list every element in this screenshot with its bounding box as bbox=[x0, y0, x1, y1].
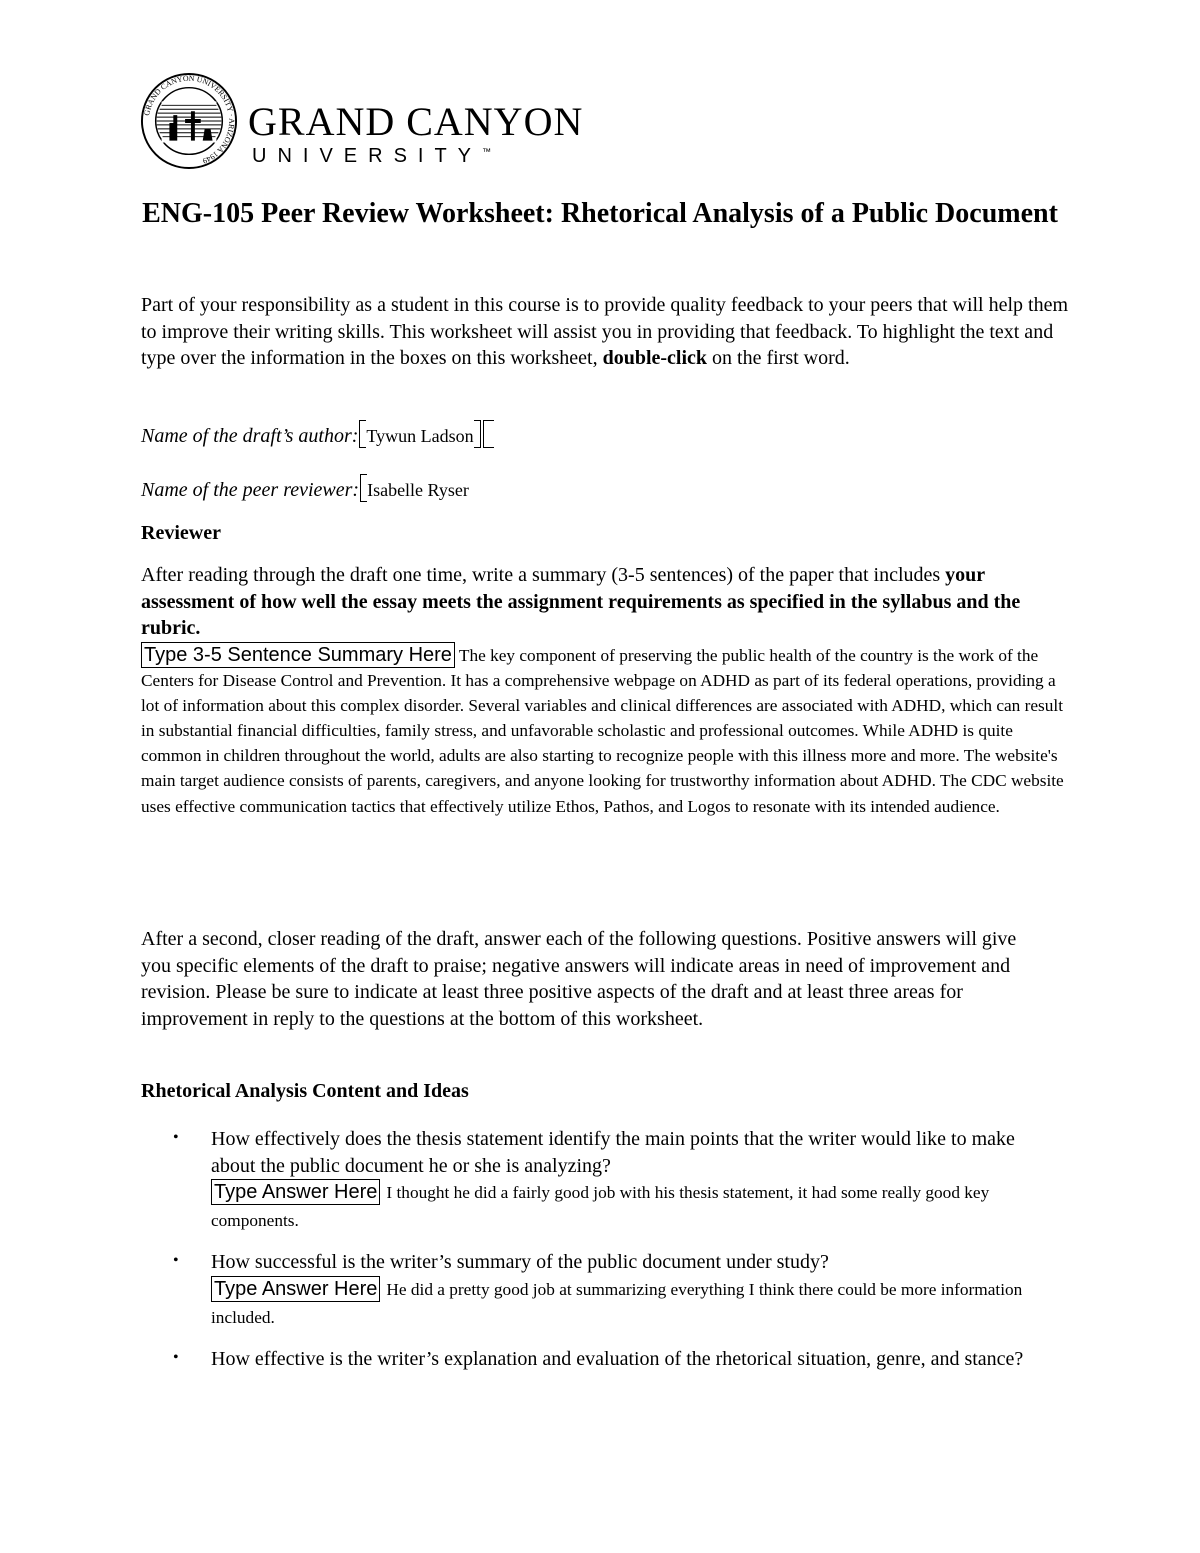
bullet-icon: • bbox=[173, 1252, 179, 1269]
question-text: How effectively does the thesis statement identify the main points that the writer would like to make about the public document he or she is analyzing? bbox=[211, 1128, 1015, 1177]
bullet-icon: • bbox=[173, 1348, 179, 1366]
reviewer-heading: Reviewer bbox=[141, 522, 221, 544]
author-field-row bbox=[141, 420, 494, 448]
author-field-label: Name of the draft’s author: bbox=[141, 425, 359, 447]
summary-field[interactable]: Type 3-5 Sentence Summary Here bbox=[141, 642, 455, 668]
summary-answer bbox=[141, 642, 1071, 819]
second-reading-paragraph: After a second, closer reading of the draft, answer each of the following questions. Positive answers will give you specific elements of the draft to praise; negative answers will indicate areas in need of improvement and revision. Please be sure to indicate at least three positive aspects of the draft and at least three areas for improvement in reply to the questions at the bottom of this worksheet. bbox=[141, 928, 1017, 1030]
university-seal-icon bbox=[140, 72, 238, 170]
logo-wordmark-secondary: UNIVERSITY™ bbox=[252, 145, 492, 167]
answer-text[interactable]: I thought he did a fairly good job with his thesis statement, it had some really good key components. bbox=[211, 1183, 990, 1230]
svg-text:GRAND CANYON UNIVERSITY · ARIZ: GRAND CANYON UNIVERSITY · ARIZONA 1949 bbox=[142, 73, 237, 166]
list-item bbox=[141, 1346, 1061, 1373]
bullet-icon: • bbox=[173, 1129, 179, 1146]
author-field[interactable]: Tywun Ladson bbox=[366, 426, 474, 446]
question-text: How effective is the writer’s explanation and evaluation of the rhetorical situation, genre, and stance? bbox=[211, 1347, 1024, 1370]
logo-wordmark-primary: GRAND CANYON bbox=[248, 99, 584, 144]
question-text: How successful is the writer’s summary of the public document under study? bbox=[211, 1251, 829, 1273]
reviewer-field[interactable]: Isabelle Ryser bbox=[367, 480, 469, 500]
page-title: ENG-105 Peer Review Worksheet: Rhetorical Analysis of a Public Document bbox=[142, 198, 1058, 229]
answer-field[interactable]: Type Answer Here bbox=[211, 1276, 380, 1302]
answer-text[interactable]: He did a pretty good job at summarizing everything I think there could be more information included. bbox=[211, 1279, 1023, 1327]
section-heading: Rhetorical Analysis Content and Ideas bbox=[141, 1080, 469, 1102]
intro-paragraph: Part of your responsibility as a student in this course is to provide quality feedback to your peers that will help them to improve their writing skills. This worksheet will assist you in providing that feedback. To highlight the text and type over the information in the boxes on this worksheet, double-click on the first word. bbox=[141, 294, 1069, 369]
answer-field[interactable]: Type Answer Here bbox=[211, 1179, 380, 1205]
summary-prompt: After reading through the draft one time, write a summary (3-5 sentences) of the paper that includes your assessment of how well the essay meets the assignment requirements as specified in the syllabus and the rubric. bbox=[141, 564, 1021, 639]
question-list bbox=[141, 1126, 1061, 1386]
university-logo bbox=[140, 72, 590, 172]
reviewer-field-label: Name of the peer reviewer: bbox=[141, 479, 360, 501]
answer-block bbox=[211, 1276, 1061, 1332]
answer-block bbox=[211, 1179, 1061, 1235]
list-item bbox=[141, 1249, 1061, 1332]
list-item bbox=[141, 1126, 1061, 1235]
summary-text[interactable]: The key component of preserving the public health of the country is the work of the Centers for Disease Control and Prevention. It has a comprehensive webpage on ADHD as part of its federal operations, providing a lot of information about this complex disorder. Several variables and clinical differences are associated with ADHD, which can result in substantial financial difficulties, family stress, and unfavorable scholastic and professional outcomes. While ADHD is quite common in children throughout the world, adults are also starting to recognize people with this illness more and more. The website's main target audience consists of parents, caregivers, and anyone looking for trustworthy information about ADHD. The CDC website uses effective communication tactics that effectively utilize Ethos, Pathos, and Logos to resonate with its intended audience. bbox=[141, 646, 1064, 816]
reviewer-field-row bbox=[141, 474, 469, 502]
